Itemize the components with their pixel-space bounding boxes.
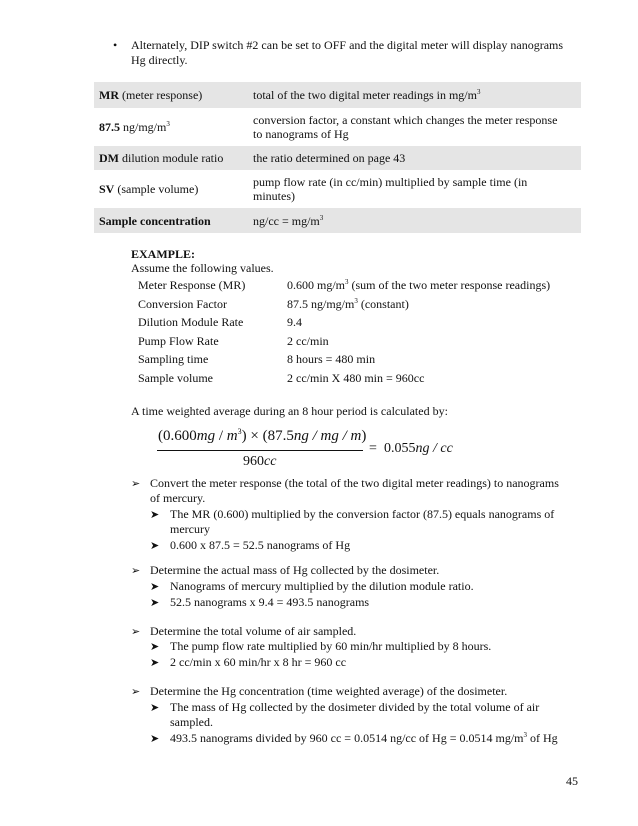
step-text: Determine the Hg concentration (time weighted average) of the dosimeter. [150,684,508,698]
step-text: Determine the total volume of air sampled. [150,624,357,638]
example-value: 8 hours = 480 min [287,352,376,366]
example-label: Conversion Factor [138,297,227,311]
example-value: 0.600 $mg/m^3$ (sum of the two meter response readings) [287,278,551,292]
step-text: of mercury. [150,491,206,505]
definition-row [94,146,581,170]
sub-marker-icon: ➤ [150,640,160,653]
formula-numerator: $(0.600mg / m^3) \times (87.5ng$ / mg / m) [158,427,367,444]
example-heading: EXAMPLE: [131,247,195,261]
example-label: Meter Response (MR) [138,278,246,292]
step-marker-icon: ➢ [131,477,141,490]
sub-marker-icon: ➤ [150,596,160,609]
sub-marker-icon: ➤ [150,656,160,669]
definition-row [94,170,581,208]
definitions-table [94,82,581,233]
formula-equals: = [369,441,377,456]
sub-step-text: 493.5 nanograms divided by 960 cc = 0.0514 ng/cc of Hg = 0.0514 $mg/m^3$ of Hg [170,731,558,745]
example-value: 9.4 [287,315,302,329]
sub-step-text: 52.5 nanograms x 9.4 = 493.5 nanograms [170,595,370,609]
definition-row [94,108,581,146]
sub-marker-icon: ➤ [150,580,160,593]
definition-term: 87.5 $ng/mg/m^3$ [99,120,170,134]
definition-term: DM dilution module ratio [94,146,248,170]
definition-term: SV (sample volume) [99,182,199,196]
sub-step-text: The MR (0.600) multiplied by the conversion factor (87.5) equals nanograms of [170,507,555,521]
definition-description: total of the two digital meter readings in $mg/m^3$ [248,82,581,108]
definition-description: $ng/cc = mg/m^3$ [248,208,581,233]
twa-intro: A time weighted average during an 8 hour period is calculated by: [131,404,448,418]
example-label: Pump Flow Rate [138,334,219,348]
intro-line-1: Alternately, DIP switch #2 can be set to OFF and the digital meter will display nanograms [131,38,564,52]
fraction-bar [157,450,363,451]
example-value: 2 cc/min X 480 min = 960cc [287,371,425,385]
intro-line-2: Hg directly. [131,53,188,67]
example-value: 2 cc/min [287,334,329,348]
page-number: 45 [566,774,578,788]
step-text: Convert the meter response (the total of the two digital meter readings) to nanograms [150,476,559,490]
sub-marker-icon: ➤ [150,508,160,521]
definition-description: the ratio determined on page 43 [248,146,581,170]
example-label: Sampling time [138,352,209,366]
sub-step-text: The pump flow rate multiplied by 60 min/hr multiplied by 8 hours. [170,639,492,653]
step-marker-icon: ➢ [131,564,141,577]
definition-term: MR (meter response) [94,82,248,108]
example-label: Dilution Module Rate [138,315,244,329]
sub-step-text: Nanograms of mercury multiplied by the dilution module ratio. [170,579,474,593]
definition-description: conversion factor, a constant which changes the meter response to nanograms of Hg [253,113,558,141]
example-assume: Assume the following values. [131,261,274,275]
step-marker-icon: ➢ [131,625,141,638]
step-text: Determine the actual mass of Hg collected by the dosimeter. [150,563,440,577]
definition-description: pump flow rate (in cc/min) multiplied by sample time (in minutes) [253,175,528,203]
formula-denominator: 960cc [243,454,277,469]
example-label: Sample volume [138,371,213,385]
sub-step-text: sampled. [170,715,213,729]
sub-step-text: mercury [170,522,210,536]
sub-step-text: 0.600 x 87.5 = 52.5 nanograms of Hg [170,538,351,552]
sub-step-text: 2 cc/min x 60 min/hr x 8 hr = 960 cc [170,655,347,669]
sub-marker-icon: ➤ [150,701,160,714]
sub-marker-icon: ➤ [150,539,160,552]
sub-marker-icon: ➤ [150,732,160,745]
definition-row [94,82,581,108]
formula-result: 0.055ng / cc [384,441,453,456]
example-value: 87.5 $ng/mg/m^3$ (constant) [287,297,409,311]
definition-term: Sample concentration [94,208,248,233]
definition-row [94,208,581,233]
intro-bullet: • [113,38,118,52]
sub-step-text: The mass of Hg collected by the dosimeter divided by the total volume of air [170,700,540,714]
step-marker-icon: ➢ [131,685,141,698]
